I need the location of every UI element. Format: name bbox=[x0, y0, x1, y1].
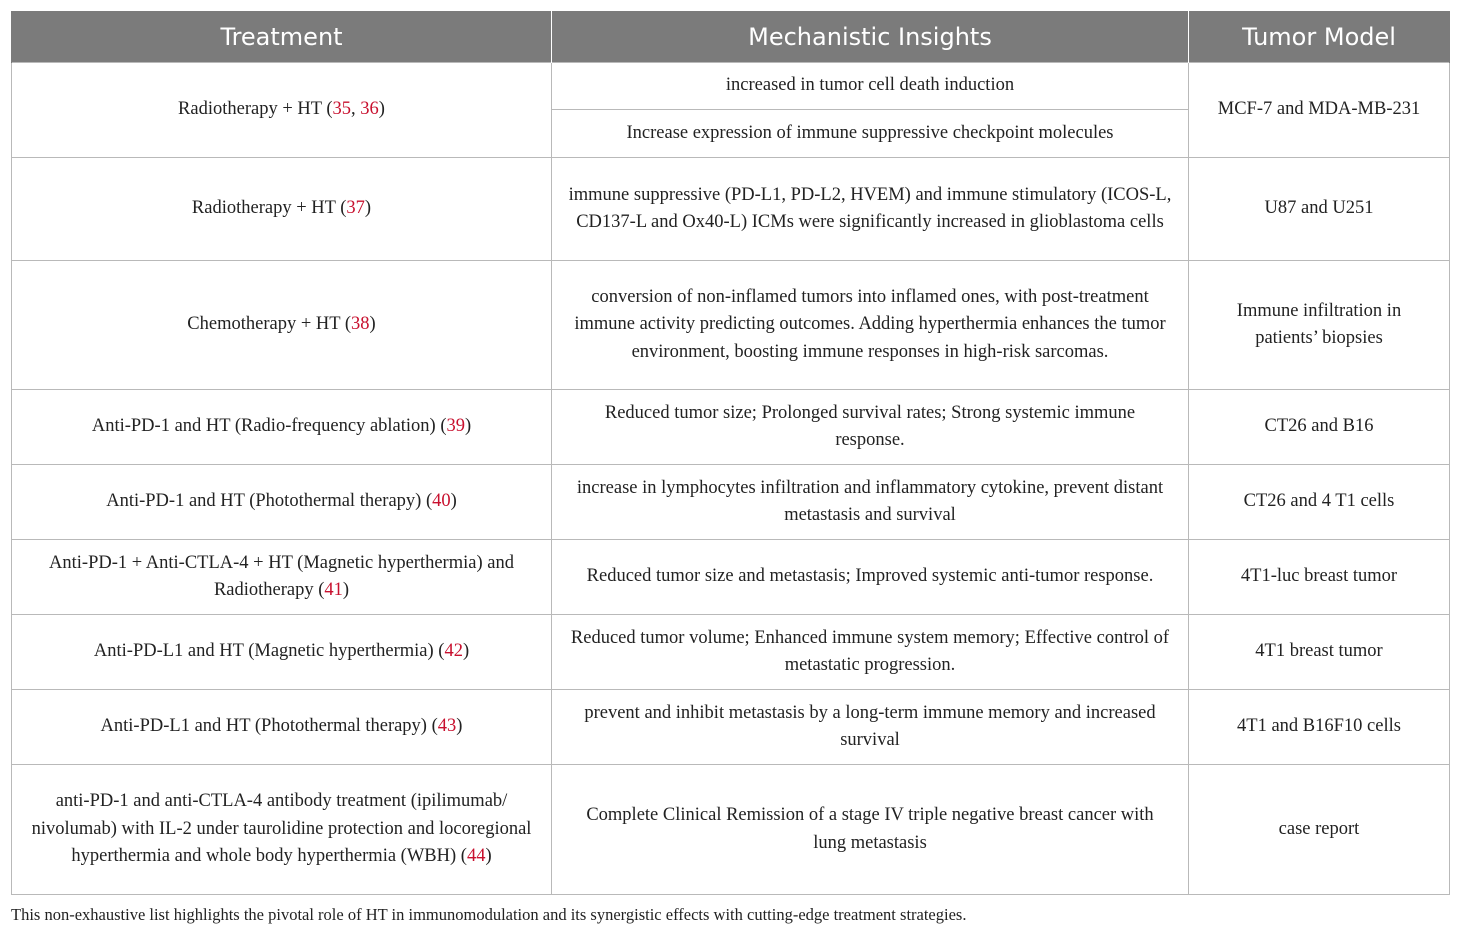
insights-cell: Reduced tumor size and metastasis; Improved systemic anti-tumor response. bbox=[552, 540, 1189, 615]
model-cell: 4T1 breast tumor bbox=[1189, 615, 1450, 690]
table-row bbox=[12, 615, 1450, 690]
reference-link[interactable]: 43 bbox=[437, 716, 457, 737]
treatment-cell: Anti-PD-L1 and HT (Photothermal therapy) (43) bbox=[12, 690, 552, 765]
reference-link[interactable]: 42 bbox=[444, 641, 463, 662]
model-cell: case report bbox=[1189, 765, 1450, 895]
reference-link[interactable]: 41 bbox=[324, 580, 343, 600]
table-row bbox=[12, 63, 1450, 110]
insights-cell: prevent and inhibit metastasis by a long-term immune memory and increased survival bbox=[552, 690, 1189, 765]
model-cell: CT26 and B16 bbox=[1189, 390, 1450, 465]
table-row bbox=[12, 465, 1450, 540]
header-mechanistic-insights: Mechanistic Insights bbox=[552, 11, 1189, 63]
insights-cell: increase in lymphocytes infiltration and inflammatory cytokine, prevent distant metastasis and survival bbox=[552, 465, 1189, 540]
table-row bbox=[12, 540, 1450, 615]
table-row bbox=[12, 765, 1450, 895]
model-cell: 4T1-luc breast tumor bbox=[1189, 540, 1450, 615]
header-treatment: Treatment bbox=[12, 11, 552, 63]
insights-cell: Complete Clinical Remission of a stage IV triple negative breast cancer with lung metastasis bbox=[552, 765, 1189, 895]
insights-cell: Increase expression of immune suppressive checkpoint molecules bbox=[552, 110, 1189, 158]
treatment-cell: Anti-PD-1 and HT (Photothermal therapy) (40) bbox=[12, 465, 552, 540]
table-caption: This non-exhaustive list highlights the pivotal role of HT in immunomodulation and its synergistic effects with cutting-edge treatment strategies. bbox=[11, 905, 967, 924]
treatment-table bbox=[11, 11, 1450, 895]
reference-link[interactable]: 38 bbox=[351, 314, 370, 335]
header-tumor-model: Tumor Model bbox=[1189, 11, 1450, 63]
reference-link[interactable]: 35 bbox=[332, 99, 352, 120]
table-row bbox=[12, 390, 1450, 465]
model-cell: U87 and U251 bbox=[1189, 158, 1450, 261]
insights-cell: Reduced tumor volume; Enhanced immune system memory; Effective control of metastatic progression. bbox=[552, 615, 1189, 690]
table-row bbox=[12, 261, 1450, 390]
reference-link[interactable]: 39 bbox=[446, 416, 465, 437]
treatment-cell: Radiotherapy + HT (37) bbox=[12, 158, 552, 261]
treatment-cell: Radiotherapy + HT (35, 36) bbox=[12, 63, 552, 158]
treatment-cell: Anti-PD-L1 and HT (Magnetic hyperthermia) (42) bbox=[12, 615, 552, 690]
insights-cell: increased in tumor cell death induction bbox=[552, 63, 1189, 110]
model-cell: CT26 and 4 T1 cells bbox=[1189, 465, 1450, 540]
model-cell: MCF-7 and MDA-MB-231 bbox=[1189, 63, 1450, 158]
treatment-cell: Chemotherapy + HT (38) bbox=[12, 261, 552, 390]
reference-link[interactable]: 40 bbox=[432, 491, 451, 512]
table-row bbox=[12, 690, 1450, 765]
reference-link[interactable]: 37 bbox=[346, 198, 365, 219]
insights-cell: immune suppressive (PD-L1, PD-L2, HVEM) and immune stimulatory (ICOS-L, CD137-L and Ox40-L) ICMs were significantly increased in glioblastoma cells bbox=[552, 158, 1189, 261]
model-cell: 4T1 and B16F10 cells bbox=[1189, 690, 1450, 765]
reference-link[interactable]: 44 bbox=[466, 846, 486, 867]
reference-link[interactable]: 36 bbox=[360, 99, 379, 120]
model-cell: Immune infiltration in patients’ biopsies bbox=[1189, 261, 1450, 390]
treatment-cell: anti-PD-1 and anti-CTLA-4 antibody treatment (ipilimumab/ nivolumab) with IL-2 under taurolidine protection and locoregional hyperthermia and whole body hyperthermia (WBH) (44) bbox=[12, 765, 552, 895]
header-row bbox=[12, 11, 1450, 63]
treatment-cell: Anti-PD-1 + Anti-CTLA-4 + HT (Magnetic hyperthermia) and Radiotherapy (41) bbox=[12, 540, 552, 615]
treatment-cell: Anti-PD-1 and HT (Radio-frequency ablation) (39) bbox=[12, 390, 552, 465]
insights-cell: conversion of non-inflamed tumors into inflamed ones, with post-treatment immune activity predicting outcomes. Adding hyperthermia enhances the tumor environment, boosting immune responses in high-risk sarcomas. bbox=[552, 261, 1189, 390]
table-row bbox=[12, 158, 1450, 261]
insights-cell: Reduced tumor size; Prolonged survival rates; Strong systemic immune response. bbox=[552, 390, 1189, 465]
